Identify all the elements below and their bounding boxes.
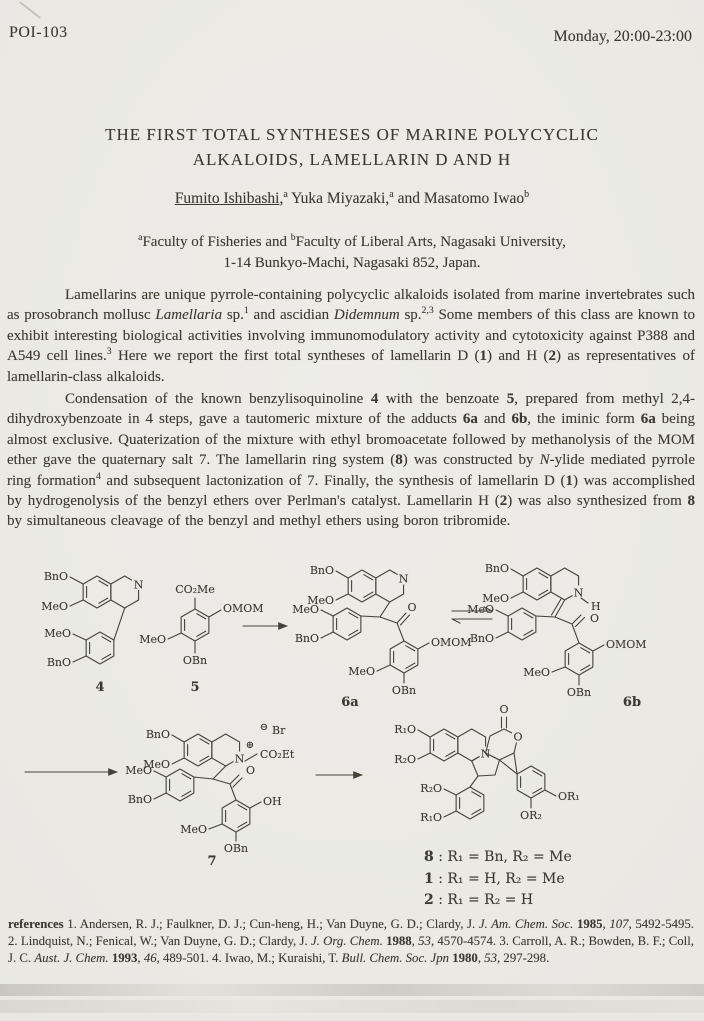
compound-number-5: 5 [190,680,200,695]
bromide-label: Br [272,724,286,737]
substituent-label: MeO [482,592,509,605]
compound-number-4: 4 [95,680,105,695]
substituent-label: OBn [182,654,208,667]
substituent-label: MeO [41,600,68,613]
substituent-label: BnO [469,632,494,645]
substituent-label: MeO [143,758,170,771]
substituent-label: MeO [292,603,319,616]
substituent-label: R₁O [420,811,442,824]
abstract-paragraph-1: Lamellarins are unique pyrrole-containing polycyclic alkaloids isolated from marine invertebrates such as prosobranch mollusc Lamellaria sp.$^1$ and ascidian Didemnum sp.$^{2,3}$ Some members of this class are known to exhibit interesting biological activities involving immunomodulatory activity and cytotoxicity against P388 and A549 cell lines.$^3$ Here we report the first total syntheses of lamellarin D (1) and H (2) as representatives of lamellarin-class alkaloids. [7,287,696,385]
affiliation [0,232,704,274]
oxygen-label: O [590,612,600,625]
scan-corner-artifact [19,1,41,19]
substituent-label: BnO [309,564,334,577]
substituent-label: OBn [223,842,249,855]
nitrogen-label: N [573,586,584,600]
structure-6a [292,564,471,710]
substituent-label: MeO [307,594,334,607]
substituent-label: BnO [484,562,509,575]
structure-6b [467,562,646,710]
scan-stripe-artifact [0,1000,704,1013]
substituent-label: MeO [44,627,71,640]
structure-4 [41,570,145,695]
paper-title-line2: ALKALOIDS, LAMELLARIN D AND H [192,150,512,169]
substituent-label: BnO [46,656,71,669]
substituent-label: OMOM [606,638,647,651]
substituent-label: OMOM [223,602,264,615]
oxygen-label: O [499,703,509,716]
compound-number-6b: 6b [622,695,642,710]
substituent-label: OR₂ [520,809,542,822]
reaction-scheme [0,560,704,920]
compound-key-line-2: 2 : R₁ = R₂ = H [424,892,534,908]
substituent-label: BnO [127,793,152,806]
paper-title [0,122,704,172]
session-time: Monday, 20:00-23:00 [553,28,692,45]
abstract-body [7,285,695,534]
hydrogen-label: H [591,600,601,613]
substituent-label: OBn [391,684,417,697]
substituent-label: MeO [523,666,550,679]
plus-charge-icon: ⊕ [245,740,255,751]
oxygen-label: O [513,730,523,744]
author-list: Fumito Ishibashi,$^a$ Yuka Miyazaki,$^a$ and Masatomo Iwao$^b$ [174,188,530,207]
structure-7 [125,722,295,869]
compound-key-line-1: 1 : R₁ = H, R₂ = Me [424,870,565,887]
nitrogen-label: N [133,578,144,592]
nitrogen-label: N [234,752,245,766]
minus-charge-icon: ⊖ [259,722,269,733]
substituent-label: OMOM [431,636,472,649]
abstract-paragraph-2: Condensation of the known benzylisoquinoline 4 with the benzoate 5, prepared from methyl 2,4-dihydroxybenzoate in 4 steps, gave a tautomeric mixture of the adducts 6a and 6b, the iminic form 6a being almost exclusive. Quaterization of the mixture with ethyl bromoacetate followed by methanolysis of the MOM ether gave the quaternary salt 7. The lamellarin ring system (8) was constructed by N-ylide mediated pyrrole ring formation$^4$ and subsequent lactonization of 7. Finally, the synthesis of lamellarin D (1) was accomplished by hydrogenolysis of the benzyl ethers over Perlman's catalyst. Lamellarin H (2) was also synthesized from 8 by simultaneous cleavage of the benzyl and methyl ethers using boron tribromide. [7,391,696,530]
oxygen-label: O [407,601,417,614]
substituent-label: BnO [145,728,170,741]
paper-title-line1: THE FIRST TOTAL SYNTHESES OF MARINE POLYCYCLIC [105,125,599,144]
structure-8 [394,703,579,824]
affiliation-line2: 1-14 Bunkyo-Machi, Nagasaki 852, Japan. [223,255,481,271]
substituent-label: R₁O [394,723,416,736]
substituent-label: R₂O [420,782,442,795]
substituent-label: MeO [125,764,152,777]
structure-5 [139,583,263,695]
substituent-label: CO₂Et [260,748,295,761]
nitrogen-label: N [480,747,491,761]
substituent-label: MeO [139,633,166,646]
substituent-label: MeO [467,603,494,616]
substituent-label: MeO [180,823,207,836]
substituent-label: BnO [43,570,68,583]
substituent-label: CO₂Me [175,583,215,596]
compound-key-line-8: 8 : R₁ = Bn, R₂ = Me [424,849,572,865]
compound-key [424,847,572,912]
nitrogen-label: N [398,572,409,586]
references: references 1. Andersen, R. J.; Faulkner, D. J.; Cun-heng, H.; Van Duyne, G. D.; Clardy, J. J. Am. Chem. Soc. 1985, 107, 5492-5495. 2. Lindquist, N.; Fenical, W.; Van Duyne, G. D.; Clardy, J. J. Org. Chem. 1988, 53, 4570-4574. 3. Carroll, A. R.; Bowden, B. F.; Coll, J. C. Aust. J. Chem. 1993, 46, 489-501. 4. Iwao, M.; Kuraishi, T. Bull. Chem. Soc. Jpn 1980, 53, 297-298. [8,917,695,965]
oxygen-label: O [246,764,256,777]
substituent-label: R₂O [394,753,416,766]
substituent-label: OR₁ [558,790,580,803]
affiliation-line1: $^a$Faculty of Fisheries and $^b$Faculty of Liberal Arts, Nagasaki University, [138,232,566,250]
scan-stripe-artifact [0,984,704,996]
substituent-label: BnO [294,632,319,645]
substituent-label: MeO [348,665,375,678]
substituent-label: OH [263,795,282,808]
session-code: POI-103 [9,24,68,41]
substituent-label: OBn [566,686,592,699]
compound-number-6a: 6a [341,695,359,710]
compound-number-7: 7 [207,854,217,869]
